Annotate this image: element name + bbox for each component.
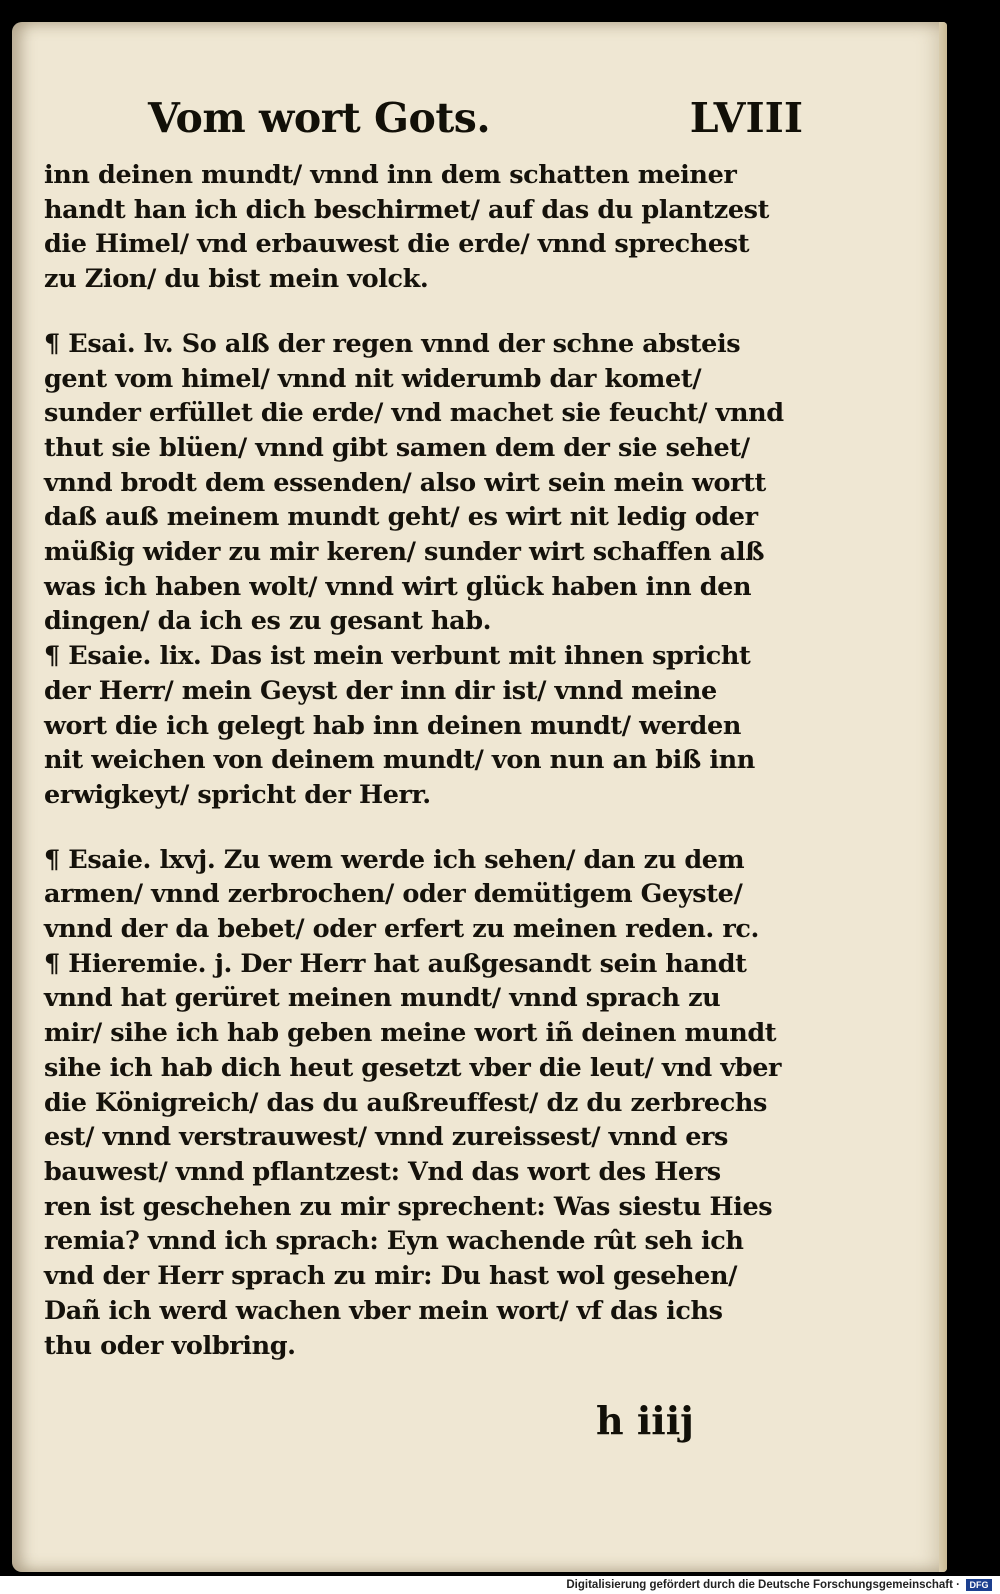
text-line: die Königreich/ das du außreuffest/ dz du zerbrechs xyxy=(44,1087,767,1118)
text-line: zu Zion/ du bist mein volck. xyxy=(44,264,429,295)
main-text-block xyxy=(44,158,804,1363)
text-line: vnnd der da bebet/ oder erfert zu meinen reden. rc. xyxy=(44,914,760,945)
text-line: dingen/ da ich es zu gesant hab. xyxy=(44,606,492,637)
text-line: armen/ vnnd zerbrochen/ oder demütigem Geyste/ xyxy=(44,879,743,910)
text-line: bauwest/ vnnd pflantzest: Vnd das wort des Hers xyxy=(44,1156,721,1187)
running-title: Vom wort Gots. xyxy=(148,94,491,142)
dfg-logo-icon: DFG xyxy=(966,1579,992,1591)
paragraph-gap xyxy=(44,297,804,327)
text-line: mir/ sihe ich hab geben meine wort iñ deinen mundt xyxy=(44,1018,777,1049)
text-line: remia? vnnd ich sprach: Eyn wachende rût seh ich xyxy=(44,1226,744,1257)
text-line: ¶ Esaie. lxvj. Zu wem werde ich sehen/ dan zu dem xyxy=(44,844,745,875)
page-header xyxy=(148,94,803,154)
text-line: wort die ich gelegt hab inn deinen mundt/ werden xyxy=(44,710,741,741)
text-line: ren ist geschehen zu mir sprechent: Was siestu Hies xyxy=(44,1191,773,1222)
paragraph-2 xyxy=(44,327,804,639)
folio-number: LVIII xyxy=(689,94,803,142)
text-line: was ich haben wolt/ vnnd wirt glück haben inn den xyxy=(44,571,752,602)
text-line: die Himel/ vnd erbauwest die erde/ vnnd sprechest xyxy=(44,229,750,260)
paragraph-3 xyxy=(44,639,804,813)
text-line: Dañ ich werd wachen vber mein wort/ vf das ichs xyxy=(44,1295,723,1326)
text-line: müßig wider zu mir keren/ sunder wirt schaffen alß xyxy=(44,537,765,568)
text-line: vnnd brodt dem essenden/ also wirt sein mein wortt xyxy=(44,467,766,498)
text-line: est/ vnnd verstrauwest/ vnnd zureissest/ vnnd ers xyxy=(44,1122,729,1153)
text-line: der Herr/ mein Geyst der inn dir ist/ vnnd meine xyxy=(44,675,717,706)
digitization-credit: Digitalisierung gefördert durch die Deutsche Forschungsgemeinschaft · xyxy=(566,1579,960,1591)
text-line: thut sie blüen/ vnnd gibt samen dem der sie sehet/ xyxy=(44,432,750,463)
paragraph-4 xyxy=(44,843,804,1364)
text-line: sihe ich hab dich heut gesetzt vber die leut/ vnd vber xyxy=(44,1052,782,1083)
text-line: vnd der Herr sprach zu mir: Du hast wol gesehen/ xyxy=(44,1261,738,1292)
paragraph-1 xyxy=(44,158,804,297)
text-line: ¶ Esai. lv. So alß der regen vnnd der schne absteis xyxy=(44,328,741,359)
text-line: vnnd hat gerüret meinen mundt/ vnnd sprach zu xyxy=(44,983,721,1014)
text-line: daß auß meinem mundt geht/ es wirt nit ledig oder xyxy=(44,502,758,533)
text-line: ¶ Esaie. lix. Das ist mein verbunt mit ihnen spricht xyxy=(44,641,751,672)
text-line: erwigkeyt/ spricht der Herr. xyxy=(44,779,431,810)
text-line: sunder erfüllet die erde/ vnd machet sie feucht/ vnnd xyxy=(44,398,784,429)
text-line: handt han ich dich beschirmet/ auf das du plantzest xyxy=(44,194,769,225)
text-line: inn deinen mundt/ vnnd inn dem schatten meiner xyxy=(44,160,737,190)
text-line: ¶ Hieremie. j. Der Herr hat außgesandt sein handt xyxy=(44,948,747,979)
text-line: gent vom himel/ vnnd nit widerumb dar komet/ xyxy=(44,363,702,394)
signature-mark: h iiij xyxy=(596,1398,694,1443)
text-line: nit weichen von deinem mundt/ von nun an biß inn xyxy=(44,745,755,776)
text-line: thu oder volbring. xyxy=(44,1330,296,1361)
paragraph-gap xyxy=(44,813,804,843)
